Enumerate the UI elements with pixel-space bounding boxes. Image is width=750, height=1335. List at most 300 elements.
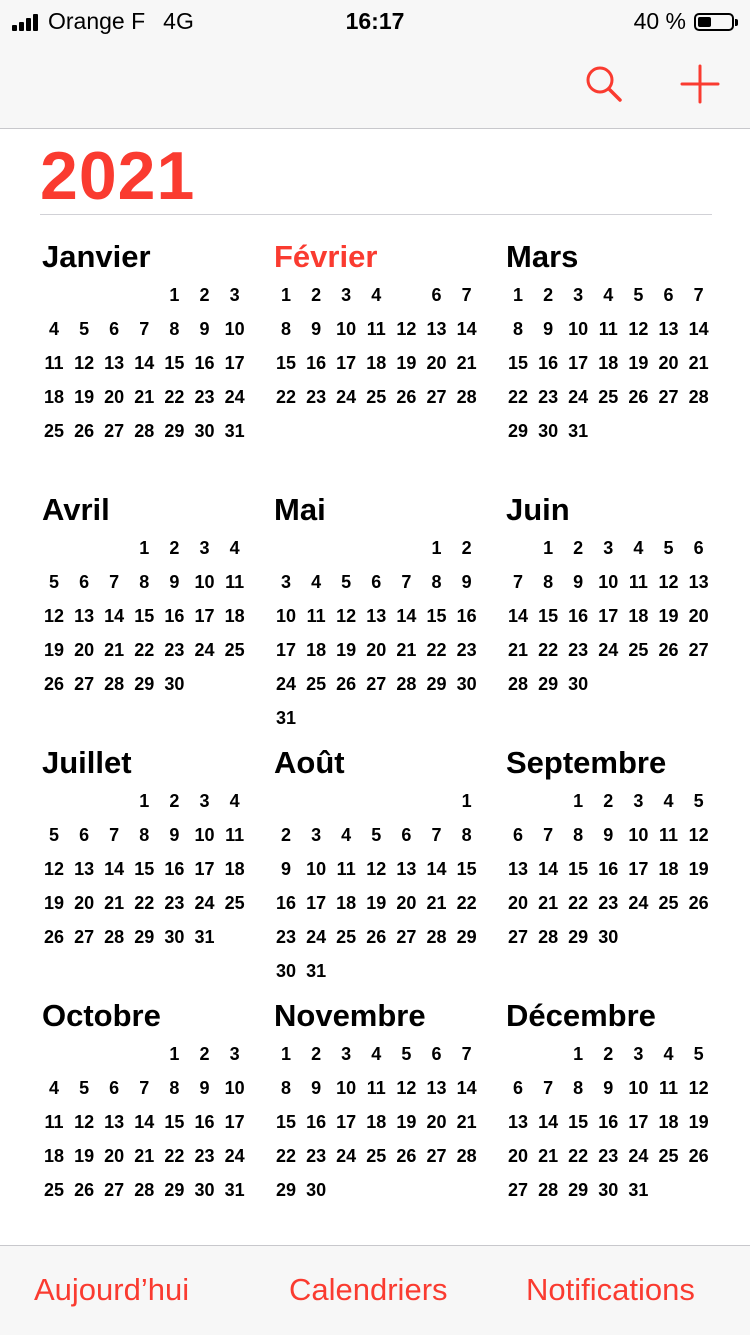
calendars-button[interactable]: Calendriers xyxy=(289,1272,448,1307)
day-cell: 26 xyxy=(688,893,709,913)
plus-icon xyxy=(678,62,722,106)
day-cell: 9 xyxy=(199,1078,210,1098)
day-cell: 20 xyxy=(74,640,95,660)
day-cell: 18 xyxy=(306,640,327,660)
day-cell: 26 xyxy=(74,421,95,441)
day-cell: 29 xyxy=(275,1180,297,1200)
day-cell: 25 xyxy=(224,640,245,660)
day-cell: 22 xyxy=(134,640,155,660)
day-cell: 20 xyxy=(507,1146,529,1166)
day-cell: 1 xyxy=(139,791,150,811)
day-cell: 27 xyxy=(74,674,95,694)
day-cell: 31 xyxy=(224,421,245,441)
network-type: 4G xyxy=(163,8,194,34)
day-cell-today: 5 xyxy=(391,280,421,310)
day-cell: 16 xyxy=(538,353,559,373)
today-button[interactable]: Aujourd’hui xyxy=(34,1272,190,1307)
tab-bar xyxy=(0,1245,750,1335)
day-cell: 13 xyxy=(507,859,529,879)
day-cell: 10 xyxy=(275,606,297,626)
day-cell: 21 xyxy=(456,353,477,373)
day-cell: 13 xyxy=(426,319,447,339)
day-cell: 25 xyxy=(658,893,679,913)
day-cell: 9 xyxy=(280,859,291,879)
day-cell: 8 xyxy=(543,572,554,592)
day-cell: 28 xyxy=(688,387,709,407)
day-cell: 7 xyxy=(461,1044,472,1064)
day-cell: 17 xyxy=(336,1112,357,1132)
day-cell: 17 xyxy=(275,640,297,660)
month-name: Juin xyxy=(506,492,570,527)
day-cell: 9 xyxy=(461,572,472,592)
day-cell: 28 xyxy=(456,387,477,407)
day-cell: 4 xyxy=(663,1044,674,1064)
day-cell: 30 xyxy=(306,1180,327,1200)
day-cell: 8 xyxy=(280,1078,291,1098)
day-cell: 17 xyxy=(224,353,245,373)
day-cell: 22 xyxy=(568,1146,589,1166)
day-cell: 18 xyxy=(224,606,245,626)
day-cell: 12 xyxy=(43,859,65,879)
day-cell: 18 xyxy=(43,1146,65,1166)
day-cell: 3 xyxy=(633,791,644,811)
day-cell: 25 xyxy=(598,387,619,407)
day-cell: 26 xyxy=(336,674,357,694)
day-cell: 2 xyxy=(573,538,584,558)
day-cell: 18 xyxy=(658,1112,679,1132)
day-cell: 27 xyxy=(688,640,709,660)
day-cell: 21 xyxy=(134,387,155,407)
day-cell: 29 xyxy=(456,927,477,947)
day-cell: 16 xyxy=(598,1112,619,1132)
month-name: Septembre xyxy=(506,745,667,780)
day-cell: 6 xyxy=(512,825,523,845)
day-cell: 23 xyxy=(456,640,477,660)
day-cell: 13 xyxy=(104,353,125,373)
day-cell: 7 xyxy=(693,285,704,305)
day-cell: 23 xyxy=(164,893,185,913)
day-cell: 7 xyxy=(139,1078,150,1098)
day-cell: 5 xyxy=(371,825,382,845)
day-cell: 7 xyxy=(139,319,150,339)
day-cell: 9 xyxy=(603,825,614,845)
day-cell: 12 xyxy=(336,606,357,626)
nav-bar xyxy=(0,40,750,129)
day-cell: 31 xyxy=(194,927,215,947)
day-cell: 20 xyxy=(396,893,417,913)
day-cell: 27 xyxy=(658,387,679,407)
day-cell: 3 xyxy=(341,1044,352,1064)
day-cell: 29 xyxy=(164,1180,185,1200)
day-cell: 5 xyxy=(663,538,674,558)
day-cell: 24 xyxy=(336,387,357,407)
day-cell: 20 xyxy=(658,353,679,373)
day-cell: 24 xyxy=(306,927,327,947)
month-name: Juillet xyxy=(42,745,132,780)
day-cell: 7 xyxy=(401,572,412,592)
day-cell: 31 xyxy=(224,1180,245,1200)
day-cell: 13 xyxy=(366,606,387,626)
day-cell: 6 xyxy=(431,285,442,305)
day-cell: 3 xyxy=(229,1044,240,1064)
day-cell: 10 xyxy=(568,319,589,339)
day-cell: 1 xyxy=(431,538,442,558)
day-cell: 15 xyxy=(275,353,297,373)
day-cell: 7 xyxy=(461,285,472,305)
day-cell: 1 xyxy=(573,791,584,811)
day-cell: 20 xyxy=(104,1146,125,1166)
day-cell: 12 xyxy=(396,1078,417,1098)
month-name: Octobre xyxy=(42,998,161,1033)
day-cell: 26 xyxy=(43,674,65,694)
day-cell: 14 xyxy=(538,859,559,879)
day-cell: 14 xyxy=(134,353,155,373)
day-cell: 29 xyxy=(164,421,185,441)
day-cell: 12 xyxy=(74,353,95,373)
day-cell: 8 xyxy=(139,825,150,845)
day-cell: 14 xyxy=(456,1078,477,1098)
day-cell: 6 xyxy=(79,572,90,592)
day-cell: 25 xyxy=(366,1146,387,1166)
day-cell: 12 xyxy=(688,825,709,845)
day-cell: 5 xyxy=(48,825,59,845)
day-cell: 24 xyxy=(194,640,215,660)
day-cell: 8 xyxy=(169,1078,180,1098)
day-cell: 17 xyxy=(224,1112,245,1132)
day-cell: 10 xyxy=(336,1078,357,1098)
day-cell: 24 xyxy=(568,387,589,407)
month-name: Janvier xyxy=(42,239,151,274)
year-title: 2021 xyxy=(40,138,196,214)
day-cell: 10 xyxy=(598,572,619,592)
day-cell: 21 xyxy=(688,353,709,373)
day-cell: 9 xyxy=(603,1078,614,1098)
day-cell: 24 xyxy=(224,1146,245,1166)
day-cell: 28 xyxy=(538,927,559,947)
day-cell: 25 xyxy=(628,640,649,660)
day-cell: 2 xyxy=(169,538,180,558)
day-cell: 23 xyxy=(164,640,185,660)
day-cell: 30 xyxy=(568,674,589,694)
day-cell: 11 xyxy=(628,572,648,592)
day-cell: 19 xyxy=(688,859,709,879)
day-cell: 4 xyxy=(229,538,240,558)
day-cell: 15 xyxy=(568,859,589,879)
day-cell: 4 xyxy=(48,319,59,339)
day-cell: 24 xyxy=(194,893,215,913)
day-cell: 12 xyxy=(396,319,417,339)
day-cell: 15 xyxy=(538,606,559,626)
day-cell: 5 xyxy=(633,285,644,305)
day-cell: 27 xyxy=(366,674,387,694)
day-cell: 5 xyxy=(693,791,704,811)
day-cell: 22 xyxy=(275,1146,297,1166)
day-cell: 10 xyxy=(194,572,215,592)
day-cell: 6 xyxy=(109,319,120,339)
day-cell: 20 xyxy=(366,640,387,660)
day-cell: 9 xyxy=(311,1078,322,1098)
day-cell: 24 xyxy=(628,1146,649,1166)
day-cell: 18 xyxy=(336,893,357,913)
day-cell: 4 xyxy=(603,285,614,305)
carrier-name: Orange F xyxy=(48,8,146,34)
battery-icon xyxy=(694,13,734,31)
day-cell: 27 xyxy=(104,1180,125,1200)
day-cell: 23 xyxy=(194,1146,215,1166)
day-cell: 17 xyxy=(306,893,327,913)
day-cell: 3 xyxy=(311,825,322,845)
day-cell: 6 xyxy=(663,285,674,305)
day-cell: 11 xyxy=(306,606,326,626)
day-cell: 14 xyxy=(104,606,125,626)
day-cell: 8 xyxy=(169,319,180,339)
day-cell: 1 xyxy=(461,791,472,811)
day-cell: 9 xyxy=(573,572,584,592)
day-cell: 2 xyxy=(199,285,210,305)
day-cell: 18 xyxy=(598,353,619,373)
month-name: Novembre xyxy=(274,998,426,1033)
inbox-button[interactable]: Notifications xyxy=(526,1272,695,1307)
day-cell: 26 xyxy=(366,927,387,947)
day-cell: 14 xyxy=(507,606,529,626)
day-cell: 23 xyxy=(538,387,559,407)
day-cell: 13 xyxy=(396,859,417,879)
search-button[interactable] xyxy=(582,62,626,106)
day-cell: 15 xyxy=(164,1112,185,1132)
status-right xyxy=(634,8,734,35)
day-cell: 21 xyxy=(396,640,417,660)
year-view[interactable] xyxy=(0,129,750,1245)
day-cell: 29 xyxy=(134,927,155,947)
day-cell: 20 xyxy=(426,353,447,373)
day-cell: 29 xyxy=(568,1180,589,1200)
day-cell: 11 xyxy=(44,353,64,373)
day-cell: 28 xyxy=(134,421,155,441)
day-cell: 8 xyxy=(280,319,291,339)
day-cell: 10 xyxy=(336,319,357,339)
day-cell: 1 xyxy=(169,1044,180,1064)
day-cell: 22 xyxy=(164,1146,185,1166)
day-cell: 14 xyxy=(104,859,125,879)
day-cell: 4 xyxy=(48,1078,59,1098)
day-cell: 24 xyxy=(336,1146,357,1166)
day-cell: 7 xyxy=(109,825,120,845)
day-cell: 21 xyxy=(134,1146,155,1166)
day-cell: 25 xyxy=(658,1146,679,1166)
day-cell: 8 xyxy=(573,825,584,845)
day-cell: 11 xyxy=(598,319,618,339)
day-cell: 23 xyxy=(598,893,619,913)
day-cell: 7 xyxy=(512,572,523,592)
day-cell: 2 xyxy=(199,1044,210,1064)
day-cell: 8 xyxy=(512,319,523,339)
month-name: Mai xyxy=(274,492,326,527)
day-cell: 19 xyxy=(396,1112,417,1132)
day-cell: 28 xyxy=(134,1180,155,1200)
day-cell: 27 xyxy=(104,421,125,441)
day-cell: 16 xyxy=(194,1112,215,1132)
day-cell: 14 xyxy=(396,606,417,626)
month-name: Décembre xyxy=(506,998,656,1033)
day-cell: 22 xyxy=(568,893,589,913)
day-cell: 4 xyxy=(663,791,674,811)
day-cell: 19 xyxy=(74,1146,95,1166)
day-cell: 26 xyxy=(396,1146,417,1166)
battery-percent: 40 % xyxy=(633,8,686,34)
day-cell: 6 xyxy=(693,538,704,558)
day-cell: 18 xyxy=(628,606,649,626)
day-cell: 2 xyxy=(280,825,291,845)
day-cell: 5 xyxy=(401,1044,412,1064)
day-cell: 24 xyxy=(598,640,619,660)
day-cell: 31 xyxy=(306,961,327,981)
day-cell: 3 xyxy=(573,285,584,305)
day-cell: 25 xyxy=(43,421,65,441)
day-cell: 5 xyxy=(341,572,352,592)
day-cell: 1 xyxy=(280,285,291,305)
day-cell: 1 xyxy=(543,538,554,558)
day-cell: 30 xyxy=(164,927,185,947)
day-cell: 2 xyxy=(169,791,180,811)
day-cell: 12 xyxy=(74,1112,95,1132)
day-cell: 5 xyxy=(79,319,90,339)
day-cell: 19 xyxy=(688,1112,709,1132)
day-cell: 14 xyxy=(426,859,447,879)
day-cell: 25 xyxy=(306,674,327,694)
day-cell: 13 xyxy=(426,1078,447,1098)
day-cell: 3 xyxy=(633,1044,644,1064)
day-cell: 17 xyxy=(628,859,649,879)
day-cell: 28 xyxy=(456,1146,477,1166)
day-cell: 23 xyxy=(306,1146,327,1166)
day-cell: 17 xyxy=(568,353,589,373)
day-cell: 21 xyxy=(456,1112,477,1132)
day-cell: 11 xyxy=(658,825,679,845)
day-cell: 10 xyxy=(306,859,327,879)
day-cell: 2 xyxy=(311,285,322,305)
day-cell: 3 xyxy=(341,285,352,305)
day-cell: 7 xyxy=(431,825,442,845)
day-cell: 15 xyxy=(426,606,447,626)
day-cell: 10 xyxy=(224,1078,245,1098)
day-cell: 13 xyxy=(507,1112,529,1132)
day-cell: 30 xyxy=(275,961,297,981)
day-cell: 10 xyxy=(194,825,215,845)
day-cell: 2 xyxy=(311,1044,322,1064)
day-cell: 26 xyxy=(396,387,417,407)
day-cell: 11 xyxy=(225,572,245,592)
day-cell: 19 xyxy=(74,387,95,407)
day-cell: 28 xyxy=(538,1180,559,1200)
day-cell: 24 xyxy=(224,387,245,407)
day-cell: 16 xyxy=(568,606,589,626)
day-cell: 8 xyxy=(573,1078,584,1098)
day-cell: 15 xyxy=(568,1112,589,1132)
day-cell: 23 xyxy=(598,1146,619,1166)
day-cell: 21 xyxy=(104,893,125,913)
day-cell: 3 xyxy=(199,791,210,811)
day-cell: 10 xyxy=(224,319,245,339)
day-cell: 6 xyxy=(371,572,382,592)
day-cell: 17 xyxy=(628,1112,649,1132)
day-cell: 23 xyxy=(194,387,215,407)
search-icon xyxy=(582,62,626,106)
day-cell: 20 xyxy=(688,606,709,626)
day-cell: 4 xyxy=(371,1044,382,1064)
status-time: 16:17 xyxy=(345,8,405,34)
day-cell: 1 xyxy=(139,538,150,558)
day-cell: 27 xyxy=(396,927,417,947)
day-cell: 15 xyxy=(507,353,529,373)
day-cell: 17 xyxy=(194,859,215,879)
day-cell: 8 xyxy=(431,572,442,592)
day-cell: 13 xyxy=(74,859,95,879)
day-cell: 19 xyxy=(366,893,387,913)
day-cell: 23 xyxy=(306,387,327,407)
day-cell: 27 xyxy=(74,927,95,947)
day-cell: 19 xyxy=(43,640,65,660)
day-cell: 3 xyxy=(280,572,291,592)
day-cell: 21 xyxy=(507,640,529,660)
status-bar xyxy=(0,0,750,40)
add-event-button[interactable] xyxy=(678,62,722,106)
month-name: Avril xyxy=(42,492,110,527)
day-cell: 19 xyxy=(336,640,357,660)
day-cell: 8 xyxy=(139,572,150,592)
day-cell: 4 xyxy=(229,791,240,811)
day-cell: 24 xyxy=(628,893,649,913)
day-cell: 30 xyxy=(538,421,559,441)
day-cell: 29 xyxy=(538,674,559,694)
day-cell: 22 xyxy=(456,893,477,913)
day-cell: 17 xyxy=(194,606,215,626)
day-cell: 7 xyxy=(543,1078,554,1098)
day-cell: 25 xyxy=(43,1180,65,1200)
day-cell: 16 xyxy=(164,859,185,879)
day-cell: 29 xyxy=(507,421,529,441)
day-cell: 21 xyxy=(538,1146,559,1166)
day-cell: 30 xyxy=(456,674,477,694)
month-name: Août xyxy=(274,745,345,780)
day-cell: 19 xyxy=(43,893,65,913)
day-cell: 11 xyxy=(366,319,386,339)
day-cell: 24 xyxy=(275,674,297,694)
day-cell: 14 xyxy=(134,1112,155,1132)
day-cell: 10 xyxy=(628,825,649,845)
day-cell: 12 xyxy=(658,572,679,592)
day-cell: 12 xyxy=(688,1078,709,1098)
day-cell: 3 xyxy=(229,285,240,305)
day-cell: 26 xyxy=(628,387,649,407)
day-cell: 20 xyxy=(74,893,95,913)
year-divider xyxy=(40,214,712,215)
day-cell: 18 xyxy=(658,859,679,879)
day-cell: 5 xyxy=(79,1078,90,1098)
day-cell: 30 xyxy=(194,421,215,441)
day-cell: 20 xyxy=(104,387,125,407)
day-cell: 6 xyxy=(512,1078,523,1098)
day-cell: 15 xyxy=(456,859,477,879)
day-cell: 26 xyxy=(43,927,65,947)
day-cell: 13 xyxy=(74,606,95,626)
day-cell: 22 xyxy=(164,387,185,407)
day-cell: 26 xyxy=(74,1180,95,1200)
day-cell: 16 xyxy=(598,859,619,879)
day-cell: 18 xyxy=(43,387,65,407)
day-cell: 22 xyxy=(275,387,297,407)
day-cell: 15 xyxy=(134,859,155,879)
day-cell: 9 xyxy=(199,319,210,339)
